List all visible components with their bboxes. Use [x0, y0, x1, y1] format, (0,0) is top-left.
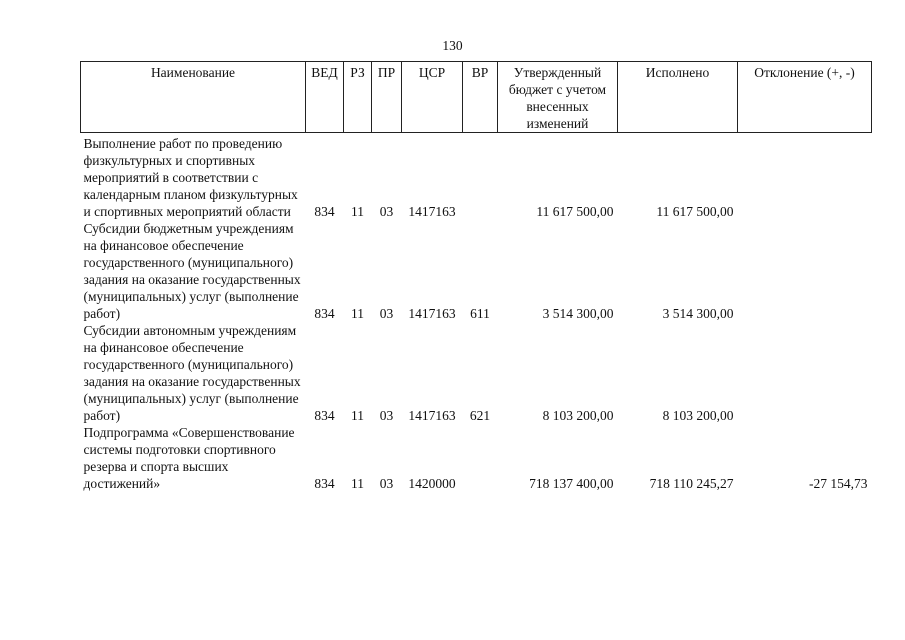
row-name: Выполнение работ по проведению физкультурных и спортивных мероприятий в соответствии с календарным планом физкультурных и спортивных мероприятий области [83, 136, 298, 219]
row-executed: 11 617 500,00 [656, 204, 734, 219]
row-csr: 1417163 [408, 204, 456, 219]
row-ved: 834 [314, 476, 335, 491]
row-executed: 3 514 300,00 [662, 306, 734, 321]
header-rz: РЗ [344, 62, 372, 133]
row-ved: 834 [314, 408, 335, 423]
row-name: Субсидии бюджетным учреждениям на финансовое обеспечение государственного (муниципального) задания на оказание государственных (муниципальных) услуг (выполнение работ) [83, 221, 301, 321]
row-vr: 621 [469, 408, 491, 423]
row-csr: 1417163 [408, 408, 456, 423]
table-row [81, 322, 872, 424]
page-number: 130 [442, 38, 463, 53]
row-pr: 03 [379, 204, 394, 219]
row-name: Подпрограмма «Совершенствование системы подготовки спортивного резерва и спорта высших достижений» [83, 425, 295, 491]
row-csr: 1417163 [408, 306, 456, 321]
header-approved: Утвержденный бюджет с учетом внесенных изменений [498, 62, 618, 133]
row-deviation [738, 220, 872, 322]
budget-table [80, 61, 872, 492]
table-body [81, 133, 872, 493]
row-csr: 1420000 [408, 476, 456, 491]
row-approved: 11 617 500,00 [536, 204, 614, 219]
header-name: Наименование [81, 62, 306, 133]
row-approved: 3 514 300,00 [542, 306, 614, 321]
table-row [81, 220, 872, 322]
row-name: Субсидии автономным учреждениям на финансовое обеспечение государственного (муниципального) задания на оказание государственных (муниципальных) услуг (выполнение работ) [83, 323, 301, 423]
header-pr: ПР [372, 62, 402, 133]
header-executed: Исполнено [618, 62, 738, 133]
row-deviation [738, 133, 872, 221]
row-pr: 03 [379, 408, 394, 423]
row-executed: 718 110 245,27 [649, 476, 734, 491]
table-row [81, 424, 872, 492]
row-executed: 8 103 200,00 [662, 408, 734, 423]
row-rz: 11 [351, 476, 364, 491]
table-row [81, 133, 872, 221]
row-rz: 11 [351, 306, 364, 321]
row-deviation: -27 154,73 [809, 476, 868, 491]
row-ved: 834 [314, 306, 335, 321]
row-ved: 834 [314, 204, 335, 219]
header-csr: ЦСР [402, 62, 463, 133]
row-vr: 611 [470, 306, 490, 321]
row-rz: 11 [351, 204, 364, 219]
row-deviation [738, 322, 872, 424]
row-approved: 8 103 200,00 [542, 408, 614, 423]
row-vr [463, 133, 498, 221]
header-ved: ВЕД [306, 62, 344, 133]
header-deviation: Отклонение (+, -) [738, 62, 872, 133]
row-approved: 718 137 400,00 [529, 476, 614, 491]
row-vr [463, 424, 498, 492]
header-vr: ВР [463, 62, 498, 133]
row-pr: 03 [379, 476, 394, 491]
row-pr: 03 [379, 306, 394, 321]
table-header [81, 62, 872, 133]
row-rz: 11 [351, 408, 364, 423]
